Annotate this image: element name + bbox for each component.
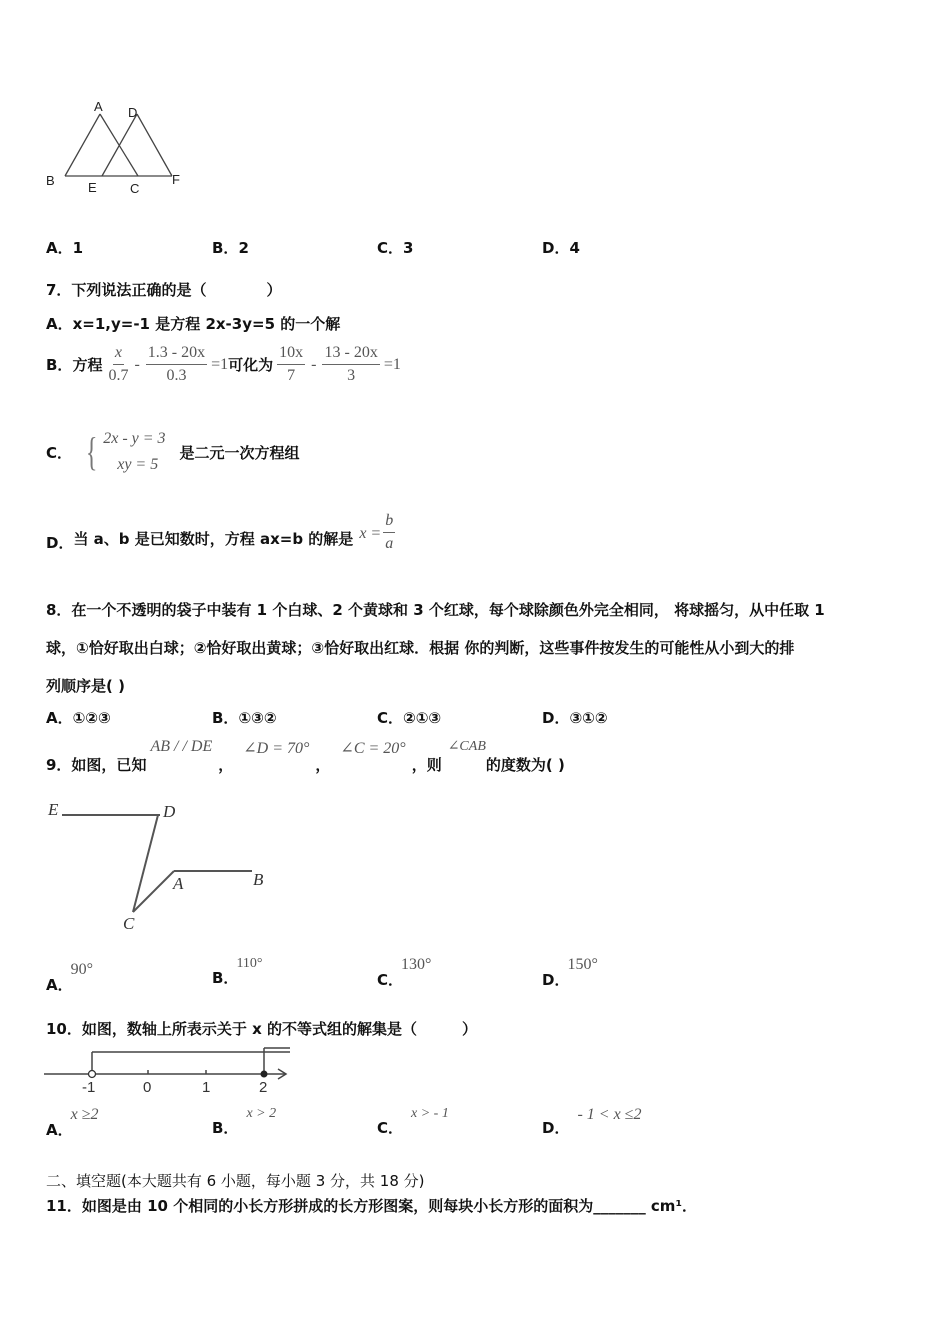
q9-option-d[interactable]: D． 150° [542,956,598,989]
q10-stem: 10．如图，数轴上所表示关于 x 的不等式组的解集是（ ） [46,1020,477,1038]
tick-label: -1 [82,1079,96,1096]
fraction: $\frac{x}{0.7}$ [108,344,129,384]
q8-option-a[interactable]: A．①②③ [46,709,111,727]
q6-triangle-figure [40,98,200,203]
label-a: A [94,99,103,114]
tick-label: 0 [143,1079,152,1096]
q7-option-a[interactable]: A．x=1,y=-1 是方程 2x-3y=5 的一个解 [46,315,341,333]
q8-option-c[interactable]: C．②①③ [377,709,442,727]
fraction: $\frac{1.3 - 20x}{0.3}$ [147,344,206,384]
label-d: D [128,105,138,120]
label-e: E [48,800,59,819]
q11-stem: 11．如图是由 10 个相同的小长方形拼成的长方形图案，则每块小长方形的面积为_______ cm¹． [46,1197,698,1215]
q9-option-b[interactable]: B． 110° [212,956,263,987]
q8-stem-line2: 球，①恰好取出白球；②恰好取出黄球；③恰好取出红球．根据 你的判断，这些事件按发生的可能性从小到大的排 [46,639,795,657]
fraction: $\frac{13 - 20x}{3}$ [324,344,378,384]
q7-option-b[interactable]: B． 方程 $\frac{x}{0.7}$ - $\frac{1.3 - 20x}{0.3}$ =1 可化为 $\frac{10x}{7}$ - $\frac{13 - 20x}{3}$ =1 [46,344,401,384]
q8-option-b[interactable]: B．①③② [212,709,277,727]
label-b: B [253,870,264,889]
q9-parallel-lines-figure [40,795,280,935]
label-d: D [163,802,176,821]
q10-option-d[interactable]: D． - 1 < x ≤2 [542,1106,642,1137]
fraction: $\frac{10x}{7}$ [279,344,304,384]
q10-number-line [42,1044,292,1096]
tick-label: 2 [259,1079,268,1096]
label-a: A [173,874,184,893]
tick-label: 1 [202,1079,211,1096]
q9-option-c[interactable]: C． 130° [377,956,432,989]
q9-stem: 9．如图，已知 AB / / DE ， ∠D = 70° ， ∠C = 20° ，则 ∠CAB 的度数为( ) [46,738,565,774]
section-title: 二、填空题(本大题共有 6 小题，每小题 3 分，共 18 分) [46,1172,425,1190]
q6-option-d[interactable]: D．4 [542,239,580,257]
q10-option-a[interactable]: A． x ≥2 [46,1106,99,1139]
label-c: C [130,181,140,196]
label-e: E [88,180,97,195]
q8-stem-line3: 列顺序是( ) [46,677,125,695]
label-b: B [46,173,55,188]
q10-option-c[interactable]: C． x > - 1 [377,1106,449,1137]
fraction: $\frac{b}{a}$ [385,512,394,552]
q8-option-d[interactable]: D．③①② [542,709,608,727]
q7-option-c[interactable]: C． { 2x - y = 3 xy = 5 是二元一次方程组 [46,426,300,478]
label-c: C [123,914,135,933]
q6-option-a[interactable]: A．1 [46,239,84,257]
q7-stem: 7．下列说法正确的是（ ） [46,281,282,299]
q10-option-b[interactable]: B． x > 2 [212,1106,277,1137]
q7-option-d[interactable]: D． 当 a、b 是已知数时，方程 ax=b 的解是 x = $\frac{b}{a}$ [46,512,394,552]
q6-option-b[interactable]: B．2 [212,239,249,257]
equation-system: { 2x - y = 3 xy = 5 [85,429,166,474]
q8-stem-line1: 8．在一个不透明的袋子中装有 1 个白球、2 个黄球和 3 个红球，每个球除颜色外完全相同， 将球摇匀，从中任取 1 [46,601,825,619]
q9-option-a[interactable]: A． 90° [46,961,94,994]
label-f: F [172,172,180,187]
q6-option-c[interactable]: C．3 [377,239,414,257]
